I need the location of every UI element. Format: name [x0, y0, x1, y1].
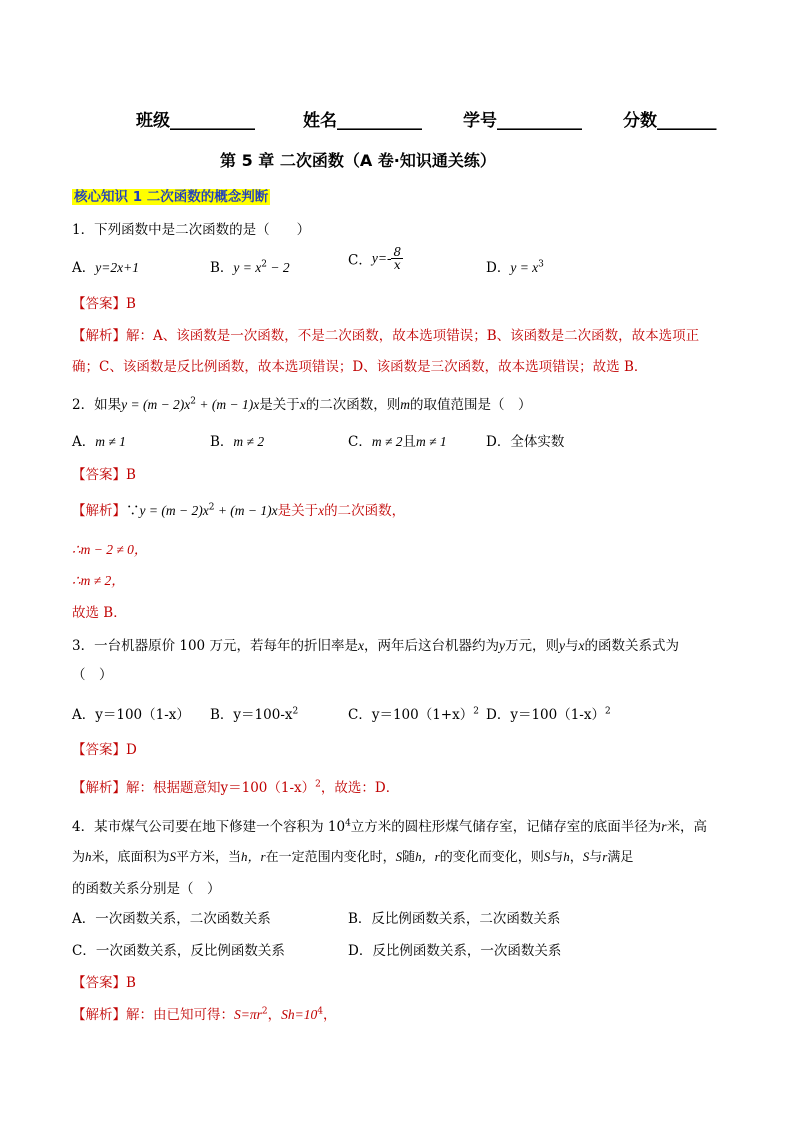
q4-stem-line2: 为h米，底面积为S平方米，当h，r在一定范围内变化时，S随h，r的变化而变化，则S与h，S与r满足 — [72, 849, 634, 865]
q4-stem-line3: 的函数关系分别是（ ） — [72, 881, 221, 897]
q3-stem-line1: 3．一台机器原价 100 万元，若每年的折旧率是x，两年后这台机器约为y万元，则y与x的函数关系式为 — [72, 638, 679, 654]
q4-analysis: 【解析】解：由已知可得：$S=\pi r^2$，$Sh=10^4$， — [72, 1006, 337, 1023]
q2-option-b: B．m ≠ 2 — [210, 434, 265, 450]
q3-stem-line2: （ ） — [72, 667, 113, 683]
q3-answer: 【答案】D — [72, 742, 137, 758]
q1-stem: 1．下列函数中是二次函数的是（ ） — [72, 222, 311, 238]
section-heading — [72, 185, 270, 205]
q2-option-c: C．m ≠ 2且m ≠ 1 — [348, 434, 447, 450]
q1-option-c: C．y=- $\frac{8}{x}$ — [348, 245, 402, 272]
q1-answer: 【答案】B — [72, 296, 136, 312]
q2-step3: 故选 B． — [72, 605, 127, 621]
q4-option-c: C．一次函数关系，反比例函数关系 — [72, 943, 285, 959]
q3-option-d: D．$y=100(1-x)^2$ — [486, 706, 611, 723]
q1-analysis-line1: 【解析】解：A、该函数是一次函数，不是二次函数，故本选项错误；B、该函数是二次函数，故本选项正 — [72, 328, 700, 344]
page-title: 第 5 章 二次函数（A 卷·知识通关练） — [220, 151, 496, 170]
name-field: 姓名__________ — [303, 111, 422, 131]
q1-option-b: B．$y = x^2 - 2$ — [210, 259, 290, 276]
section-heading-text: 核心知识 1 二次函数的概念判断 — [74, 189, 269, 205]
q2-step2: ∴m ≠ 2， — [72, 573, 125, 588]
q3-option-a: A．y＝100（1-x） — [72, 707, 190, 723]
class-field: 班级__________ — [136, 111, 255, 131]
q4-option-a: A．一次函数关系，二次函数关系 — [72, 911, 271, 927]
q2-analysis: 【解析】∵y = $(m - 2)x^2 + (m - 1)x$是关于x的二次函数， — [72, 502, 406, 519]
q2-stem: 2．如果$y = (m - 2)x^2 + (m - 1)x$是关于x的二次函数，则m的取值范围是（ ） — [72, 396, 532, 413]
q2-step1: ∴m − 2 ≠ 0， — [72, 542, 148, 557]
student-id-field: 学号__________ — [463, 111, 582, 131]
q1-option-d: D．$y = x^3$ — [486, 259, 544, 276]
q4-answer: 【答案】B — [72, 975, 136, 991]
q3-option-b: B．$y=100-x^2$ — [210, 706, 299, 723]
q2-answer: 【答案】B — [72, 467, 136, 483]
q1-option-a: A．y=2x+1 — [72, 260, 139, 276]
q3-option-c: C．$y=100(1+x)^2$ — [348, 706, 479, 723]
q4-option-b: B．反比例函数关系，二次函数关系 — [348, 911, 561, 927]
q1-analysis-line2: 确；C、该函数是反比例函数，故本选项错误；D、该函数是三次函数，故本选项错误；故选 B． — [72, 359, 648, 375]
q4-stem-line1: 4．某市煤气公司要在地下修建一个容积为 $10^4$立方米的圆柱形煤气储存室，记储存室的底面半径为r米，高 — [72, 818, 708, 835]
q2-option-d: D．全体实数 — [486, 434, 565, 450]
q4-option-d: D．反比例函数关系，一次函数关系 — [348, 943, 562, 959]
score-field: 分数_______ — [623, 111, 717, 131]
q2-option-a: A．m ≠ 1 — [72, 434, 126, 450]
q3-analysis: 【解析】解：根据题意知$y=100(1-x)^2$，故选：D． — [72, 779, 400, 796]
